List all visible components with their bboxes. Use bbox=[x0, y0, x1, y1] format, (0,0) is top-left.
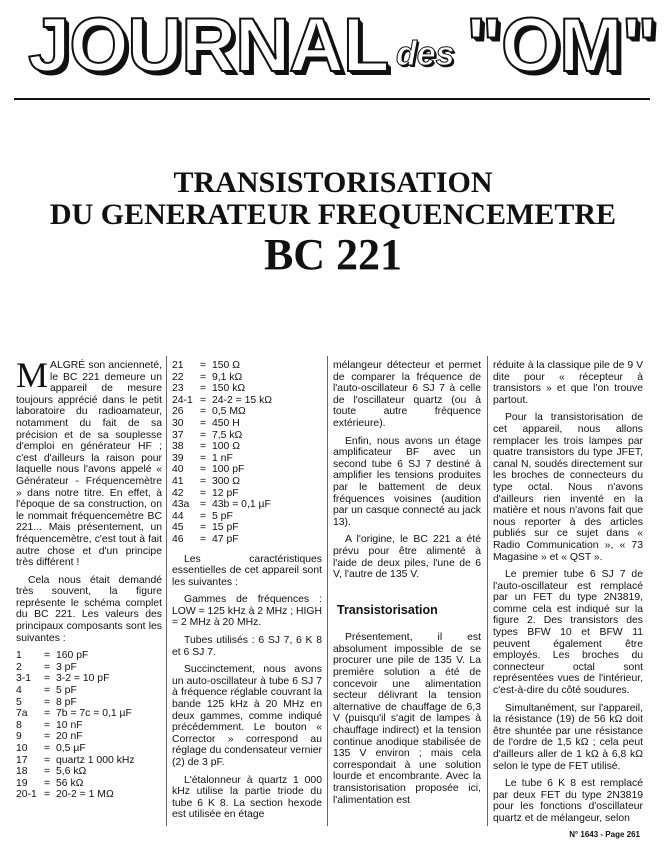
section-heading: Transistorisation bbox=[337, 602, 438, 617]
paragraph: Gammes de fréquences : LOW = 125 kHz à 2 MHz ; HIGH = 2 MHz à 20 MHz. bbox=[172, 594, 322, 629]
equals-sign: = bbox=[44, 719, 51, 731]
component-ref: 45 bbox=[172, 522, 184, 534]
title-line-1: TRANSISTORISATION bbox=[173, 166, 493, 199]
value-row bbox=[16, 673, 135, 685]
component-value: 5,6 kΩ bbox=[56, 766, 87, 778]
equals-sign: = bbox=[200, 429, 207, 441]
component-ref: 42 bbox=[172, 487, 184, 499]
component-value: 0,5 µF bbox=[56, 743, 86, 754]
component-value: 20 nF bbox=[56, 731, 83, 743]
column-1 bbox=[16, 355, 162, 809]
column-rule bbox=[487, 356, 488, 826]
component-value: quartz 1 000 kHz bbox=[56, 754, 135, 766]
paragraph: A l'origine, le BC 221 a été prévu pour être alimenté à l'aide de deux piles, l'une de 6 V, l'autre de 135 V. bbox=[333, 534, 481, 581]
equals-sign: = bbox=[44, 696, 51, 708]
paragraph: Succinctement, nous avons un auto-oscillateur à tube 6 SJ 7 à fréquence réglable couvrant la bande 125 kHz à 20 MHz en deux gammes, comme indiqué précédemment. Le bouton « Corrector » correspond au réglage du condensateur vernier (2) de 3 pF. bbox=[172, 664, 322, 768]
paragraph: Pour la transistorisation de cet appareil, nous allons remplacer les trois lampes par quatre transistors du type JFET, canal N, soudés directement sur les broches de connecteurs du type octal. Nous n'avons d'ailleurs rien inventé en la matière et nous n'avons fait que nous reporter à des articles publiés sur ce sujet dans « Radio Communication », « 73 Magasine » et « QST ». bbox=[493, 412, 643, 563]
component-ref: 4 bbox=[16, 685, 22, 697]
component-ref: 2 bbox=[16, 661, 22, 673]
component-value: 100 Ω bbox=[212, 441, 240, 453]
column-2 bbox=[172, 360, 322, 827]
component-value: 47 pF bbox=[212, 533, 239, 545]
column-rule bbox=[327, 356, 328, 826]
masthead bbox=[28, 3, 657, 88]
equals-sign: = bbox=[200, 499, 207, 511]
component-values-1 bbox=[16, 650, 135, 801]
component-value: 150 kΩ bbox=[212, 383, 246, 395]
component-ref: 38 bbox=[172, 441, 184, 453]
component-ref: 8 bbox=[16, 719, 22, 731]
value-row bbox=[172, 360, 272, 372]
component-value: 100 pF bbox=[212, 464, 245, 476]
equals-sign: = bbox=[44, 789, 51, 801]
component-value: 3 pF bbox=[56, 661, 77, 673]
equals-sign: = bbox=[44, 708, 51, 720]
component-ref: 20-1 bbox=[16, 789, 37, 801]
component-value: 24-2 = 15 kΩ bbox=[212, 394, 273, 406]
component-ref: 40 bbox=[172, 464, 184, 476]
value-row bbox=[172, 418, 272, 430]
paragraph: Le tube 6 K 8 est remplacé par deux FET du type 2N3819 pour les fonctions d'oscillateur quartz et de mélangeur, selon bbox=[493, 778, 643, 824]
paragraph: Simultanément, sur l'appareil, la résistance (19) de 56 kΩ doit être shuntée par une résistance de l'ordre de 1,5 kΩ ; cela peut d'ailleurs aller de 1 kΩ à 6,8 kΩ selon le type de FET utilisé. bbox=[493, 702, 643, 772]
component-value: 3-2 = 10 pF bbox=[56, 673, 110, 685]
value-row bbox=[172, 499, 272, 511]
component-ref: 9 bbox=[16, 731, 22, 743]
component-value: 9,1 kΩ bbox=[212, 371, 243, 383]
value-row bbox=[172, 372, 272, 384]
value-row bbox=[16, 778, 135, 790]
value-row bbox=[172, 395, 272, 407]
component-value: 0,5 MΩ bbox=[212, 406, 246, 418]
equals-sign: = bbox=[200, 383, 207, 395]
equals-sign: = bbox=[200, 417, 207, 429]
equals-sign: = bbox=[44, 685, 51, 697]
component-ref: 18 bbox=[16, 766, 28, 778]
paragraph: Présentement, il est absolument impossible de se procurer une pile de 135 V. La première solution a été de concevoir une alimentation secteur délivrant la tension alternative de chauffage de 6,3 V (puisqu'il s'agit de lampes à chauffage indirect) et la tension continue anodique stabilisée de 135 V environ ; mais cela correspondait à une solution lourde et encombrante. Avec la transistorisation proposée ici, l'alimentation est bbox=[333, 632, 481, 806]
component-ref: 37 bbox=[172, 429, 184, 441]
component-value: 15 pF bbox=[212, 522, 239, 534]
value-row bbox=[172, 464, 272, 476]
component-value: 5 pF bbox=[212, 510, 233, 522]
value-row bbox=[172, 511, 272, 523]
value-row bbox=[16, 766, 135, 778]
component-ref: 5 bbox=[16, 696, 22, 708]
drop-cap: M bbox=[16, 355, 49, 395]
value-row bbox=[16, 755, 135, 767]
paragraph: Le premier tube 6 SJ 7 de l'auto-oscillateur est remplacé par un FET du type 2N3819, comme cela est indiqué sur la figure 2. Des transistors des types BFW 10 et BFW 11 peuvent également être employés. Les broches du connecteur octal sont représentées vues de l'intérieur, c'est-à-dire du côté soudures. bbox=[493, 569, 643, 697]
paragraph: Cela nous était demandé très souvent, la figure représente le schéma complet du BC 221. Les valeurs des principaux composants sont les suivantes : bbox=[16, 574, 162, 644]
component-ref: 41 bbox=[172, 475, 184, 487]
component-ref: 44 bbox=[172, 510, 184, 522]
column-4 bbox=[493, 360, 643, 831]
value-row bbox=[172, 522, 272, 534]
paragraph: Tubes utilisés : 6 SJ 7, 6 K 8 et 6 SJ 7. bbox=[172, 635, 322, 658]
equals-sign: = bbox=[200, 475, 207, 487]
column-3 bbox=[333, 360, 481, 812]
equals-sign: = bbox=[44, 661, 51, 673]
component-value: 150 Ω bbox=[212, 360, 240, 371]
value-row bbox=[172, 441, 272, 453]
component-ref: 46 bbox=[172, 533, 184, 545]
equals-sign: = bbox=[200, 452, 207, 464]
component-ref: 17 bbox=[16, 754, 28, 766]
component-ref: 21 bbox=[172, 360, 184, 371]
intro-paragraph bbox=[16, 355, 162, 569]
masthead-rule bbox=[14, 98, 650, 100]
component-ref: 3-1 bbox=[16, 673, 32, 685]
component-ref: 43a bbox=[172, 499, 190, 511]
equals-sign: = bbox=[44, 754, 51, 766]
equals-sign: = bbox=[44, 766, 51, 778]
component-ref: 39 bbox=[172, 452, 184, 464]
component-value: 12 pF bbox=[212, 487, 239, 499]
value-row bbox=[172, 453, 272, 465]
value-row bbox=[172, 406, 272, 418]
value-row bbox=[16, 789, 135, 801]
value-row bbox=[172, 476, 272, 488]
value-row bbox=[16, 743, 135, 755]
masthead-des: des bbox=[396, 35, 455, 73]
component-ref: 7a bbox=[16, 708, 28, 720]
equals-sign: = bbox=[200, 360, 207, 371]
masthead-om: "OM" bbox=[466, 3, 657, 88]
component-value: 300 Ω bbox=[212, 475, 240, 487]
component-value: 7,5 kΩ bbox=[212, 429, 243, 441]
column-rule bbox=[166, 356, 167, 826]
equals-sign: = bbox=[44, 777, 51, 789]
component-ref: 30 bbox=[172, 417, 184, 429]
paragraph: L'étalonneur à quartz 1 000 kHz utilise la partie triode du tube 6 K 8. La section hexode est utilisée en étage bbox=[172, 774, 322, 821]
value-row bbox=[16, 662, 135, 674]
value-row bbox=[16, 731, 135, 743]
equals-sign: = bbox=[44, 731, 51, 743]
masthead-journal: JOURNAL bbox=[28, 3, 389, 88]
component-ref: 19 bbox=[16, 777, 28, 789]
paragraph: Enfin, nous avons un étage amplificateur BF avec un second tube 6 SJ 7 destiné à amplifier les tensions produites par le battement de deux fréquences voisines (audition par un casque connecté au jack 13). bbox=[333, 435, 481, 528]
value-row bbox=[16, 685, 135, 697]
paragraph: Les caractéristiques essentielles de cet appareil sont les suivantes : bbox=[172, 553, 322, 588]
value-row bbox=[16, 650, 135, 662]
component-ref: 10 bbox=[16, 743, 28, 754]
value-row bbox=[172, 488, 272, 500]
value-row bbox=[172, 383, 272, 395]
component-ref: 26 bbox=[172, 406, 184, 418]
equals-sign: = bbox=[200, 406, 207, 418]
component-value: 5 pF bbox=[56, 685, 77, 697]
intro-text: ALGRÉ son ancienneté, le BC 221 demeure un appareil de mesure toujours apprécié dans le petit laboratoire du radioamateur, notamment du fait de sa précision et de sa souplesse d'emploi en générateur HF ; c'est d'ailleurs la raison pour laquelle nous l'avons appelé « Générateur - Fréquencemètre » dans notre titre. En effet, à l'époque de sa construction, on le nommait fréquencemètre BC 221... Mais présentement, un fréquencemètre, c'est tout à fait autre chose et d'un principe très différent ! bbox=[16, 360, 162, 569]
paragraph: réduite à la classique pile de 9 V dite pour « récepteur à transistors » et que l'on trouve partout. bbox=[493, 360, 643, 406]
equals-sign: = bbox=[44, 743, 51, 754]
equals-sign: = bbox=[200, 522, 207, 534]
equals-sign: = bbox=[200, 464, 207, 476]
component-ref: 23 bbox=[172, 383, 184, 395]
component-value: 1 nF bbox=[212, 452, 233, 464]
component-value: 7b = 7c = 0,1 µF bbox=[56, 708, 132, 720]
value-row bbox=[172, 534, 272, 546]
component-value: 10 nF bbox=[56, 719, 83, 731]
page-footer: N° 1643 - Page 261 bbox=[569, 830, 640, 839]
value-row bbox=[172, 430, 272, 442]
component-value: 56 kΩ bbox=[56, 777, 84, 789]
component-ref: 22 bbox=[172, 371, 184, 383]
equals-sign: = bbox=[200, 394, 207, 406]
equals-sign: = bbox=[200, 533, 207, 545]
title-line-3: BC 221 bbox=[263, 230, 403, 279]
equals-sign: = bbox=[44, 673, 51, 685]
value-row bbox=[16, 720, 135, 732]
component-value: 8 pF bbox=[56, 696, 77, 708]
component-value: 20-2 = 1 MΩ bbox=[56, 789, 114, 801]
equals-sign: = bbox=[200, 441, 207, 453]
component-values-2 bbox=[172, 360, 272, 546]
component-value: 43b = 0,1 µF bbox=[212, 499, 271, 511]
component-ref: 24-1 bbox=[172, 394, 193, 406]
equals-sign: = bbox=[200, 510, 207, 522]
value-row bbox=[16, 697, 135, 709]
value-row bbox=[16, 708, 135, 720]
paragraph: mélangeur détecteur et permet de comparer la fréquence de l'auto-oscillateur 6 SJ 7 à celle de l'oscillateur quartz (ou à toute autre fréquence extérieure). bbox=[333, 360, 481, 429]
equals-sign: = bbox=[200, 371, 207, 383]
equals-sign: = bbox=[200, 487, 207, 499]
component-value: 450 H bbox=[212, 417, 240, 429]
title-line-2: DU GENERATEUR FREQUENCEMETRE bbox=[49, 198, 617, 231]
equals-sign: = bbox=[44, 650, 51, 662]
component-ref: 1 bbox=[16, 650, 22, 662]
component-value: 160 pF bbox=[56, 650, 89, 662]
